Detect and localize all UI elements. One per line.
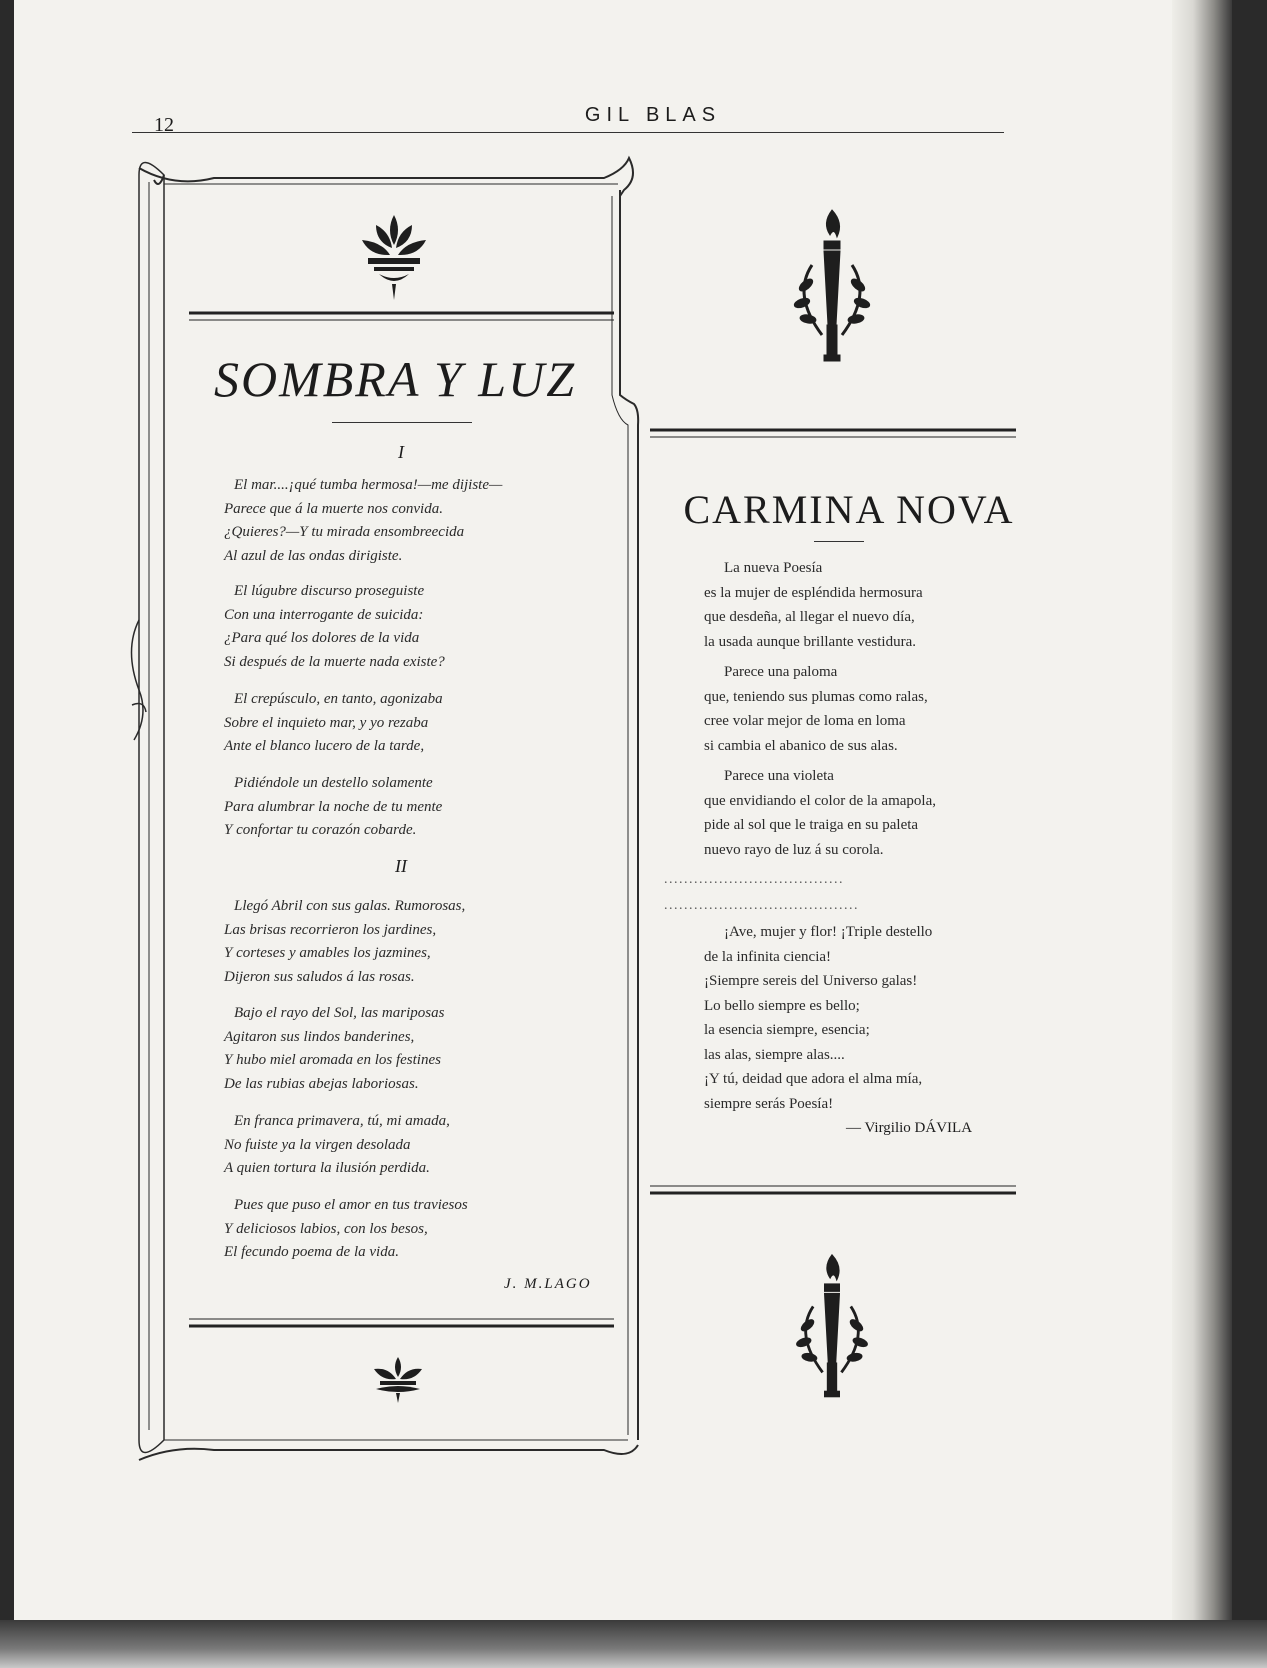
article-author: — Virgilio DÁVILA [846,1120,973,1136]
title-rule [332,422,472,423]
author-signature: J. M.LAGO [504,1276,592,1292]
stanza-4: Pidiéndole un destello solamente Para alumbrar la noche de tu mente Y confortar tu corazón cobarde. [224,775,443,838]
verse-stanza-1: La nueva Poesía es la mujer de espléndida hermosura que desdeña, al llegar el nuevo día, la usada aunque brillante vestidura. [704,560,923,650]
stanza-6: Bajo el rayo del Sol, las mariposas Agitaron sus lindos banderines, Y hubo miel aromada en los festines De las rubias abejas laboriosas. [224,1005,445,1092]
magazine-page [14,0,1232,1620]
stanza-2: El lúgubre discurso proseguiste Con una interrogante de suicida: ¿Para qué los dolores de la vida Si después de la muerte nada existe? [224,583,445,670]
page-number: 12 [154,114,174,136]
section-numeral-2: II [395,856,407,876]
section-numeral-1: I [398,442,404,462]
ornamental-frame [14,0,1232,1620]
stanza-7: En franca primavera, tú, mi amada, No fuiste ya la virgen desolada A quien tortura la ilusión perdida. [224,1113,450,1176]
torch-wreath-icon-bottom [782,1250,882,1410]
scan-bottom-edge [0,1620,1267,1668]
masthead: GIL BLAS [584,104,722,126]
verse-stanza-final: ¡Ave, mujer y flor! ¡Triple destello de la infinita ciencia! ¡Siempre sereis del Universo galas! Lo bello siempre es bello; la esencia siempre, esencia; las alas, siempre alas.... ¡Y tú, deidad que adora el alma mía, siempre serás Poesía! [704,924,933,1112]
dotted-separator-2: ....................................... [664,898,859,913]
torch-wreath-icon [782,205,882,375]
verse-stanza-2: Parece una paloma que, teniendo sus plumas como ralas, cree volar mejor de loma en loma si cambia el abanico de sus alas. [704,664,928,754]
dotted-separator-1: .................................... [664,872,844,887]
stanza-3: El crepúsculo, en tanto, agonizaba Sobre el inquieto mar, y yo rezaba Ante el blanco lucero de la tarde, [224,691,443,754]
verse-stanza-3: Parece una violeta que envidiando el color de la amapola, pide al sol que le traiga en su paleta nuevo rayo de luz á su corola. [704,768,936,858]
poem-title: SOMBRA Y LUZ [214,351,577,407]
floral-ornament-icon [370,1355,426,1405]
article-title: CARMINA NOVA [683,487,1015,532]
stanza-8: Pues que puso el amor en tus traviesos Y deliciosos labios, con los besos, El fecundo poema de la vida. [224,1197,468,1260]
stanza-5: Llegó Abril con sus galas. Rumorosas, Las brisas recorrieron los jardines, Y corteses y amables los jazmines, Dijeron sus saludos á las rosas. [224,898,466,985]
stanza-1: El mar....¡qué tumba hermosa!—me dijiste— Parece que á la muerte nos convida. ¿Quieres?—Y tu mirada ensombreecida Al azul de las ondas dirigiste. [224,477,503,564]
lotus-ornament-icon [354,210,434,305]
article-title-rule [814,541,864,542]
